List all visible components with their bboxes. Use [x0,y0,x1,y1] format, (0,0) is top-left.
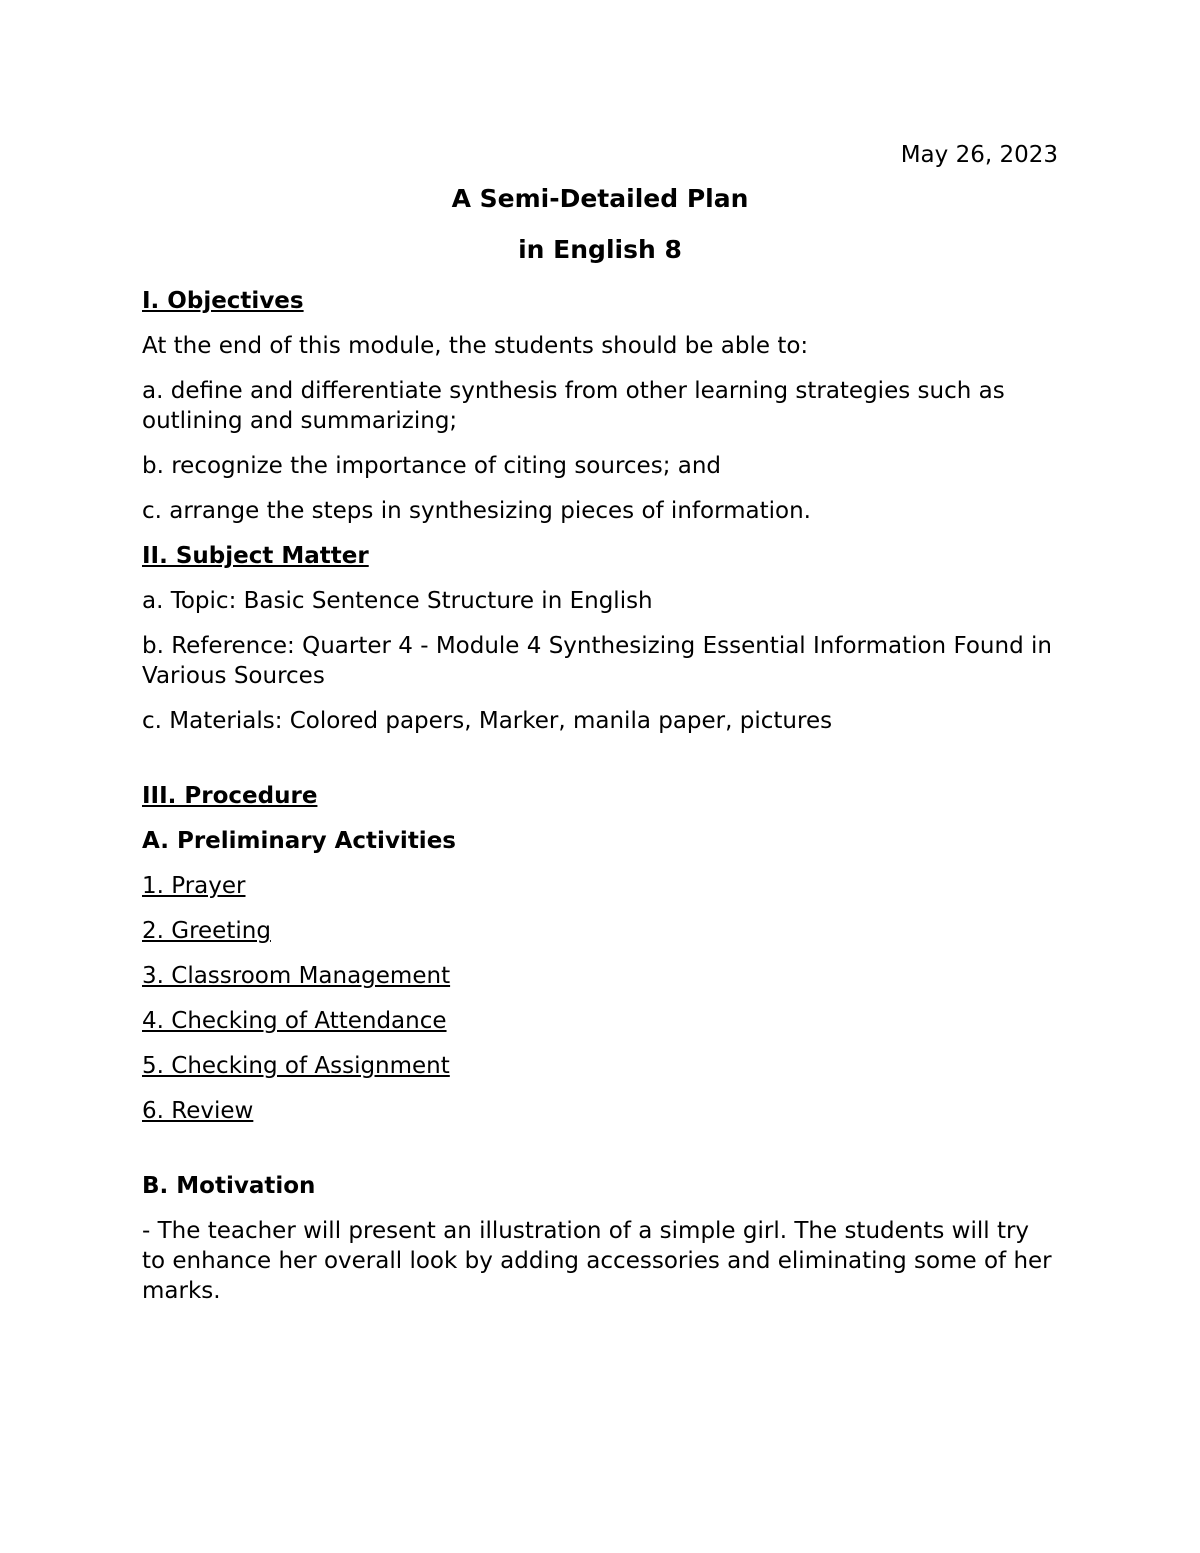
subject-matter-topic: a. Topic: Basic Sentence Structure in English [142,588,653,614]
motivation-heading: B. Motivation [142,1173,316,1199]
preliminary-item-greeting: 2. Greeting [142,918,271,944]
spacer [142,1141,1058,1171]
preliminary-item-prayer: 1. Prayer [142,873,246,899]
subject-matter-heading: II. Subject Matter [142,543,369,569]
document-page [142,140,1058,1321]
document-date: May 26, 2023 [900,142,1058,168]
objectives-intro: At the end of this module, the students should be able to: [142,333,809,359]
preliminary-item-review: 6. Review [142,1098,254,1124]
preliminary-item-attendance: 4. Checking of Attendance [142,1008,447,1034]
preliminary-item-assignment: 5. Checking of Assignment [142,1053,450,1079]
document-title-line-1: A Semi-Detailed Plan [451,184,749,213]
objectives-heading: I. Objectives [142,288,304,314]
procedure-heading: III. Procedure [142,783,318,809]
subject-matter-reference: b. Reference: Quarter 4 - Module 4 Synthesizing Essential Information Found in Various Sources [142,633,1052,689]
document-title-line-2: in English 8 [518,235,682,264]
objective-item-b: b. recognize the importance of citing sources; and [142,453,722,479]
objective-item-a: a. define and differentiate synthesis from other learning strategies such as outlining and summarizing; [142,378,1005,434]
subject-matter-materials: c. Materials: Colored papers, Marker, manila paper, pictures [142,708,833,734]
spacer [142,751,1058,781]
objective-item-c: c. arrange the steps in synthesizing pieces of information. [142,498,811,524]
preliminary-item-classroom-management: 3. Classroom Management [142,963,451,989]
motivation-text: - The teacher will present an illustration of a simple girl. The students will try to enhance her overall look by adding accessories and eliminating some of her marks. [142,1218,1052,1304]
preliminary-activities-heading: A. Preliminary Activities [142,828,456,854]
